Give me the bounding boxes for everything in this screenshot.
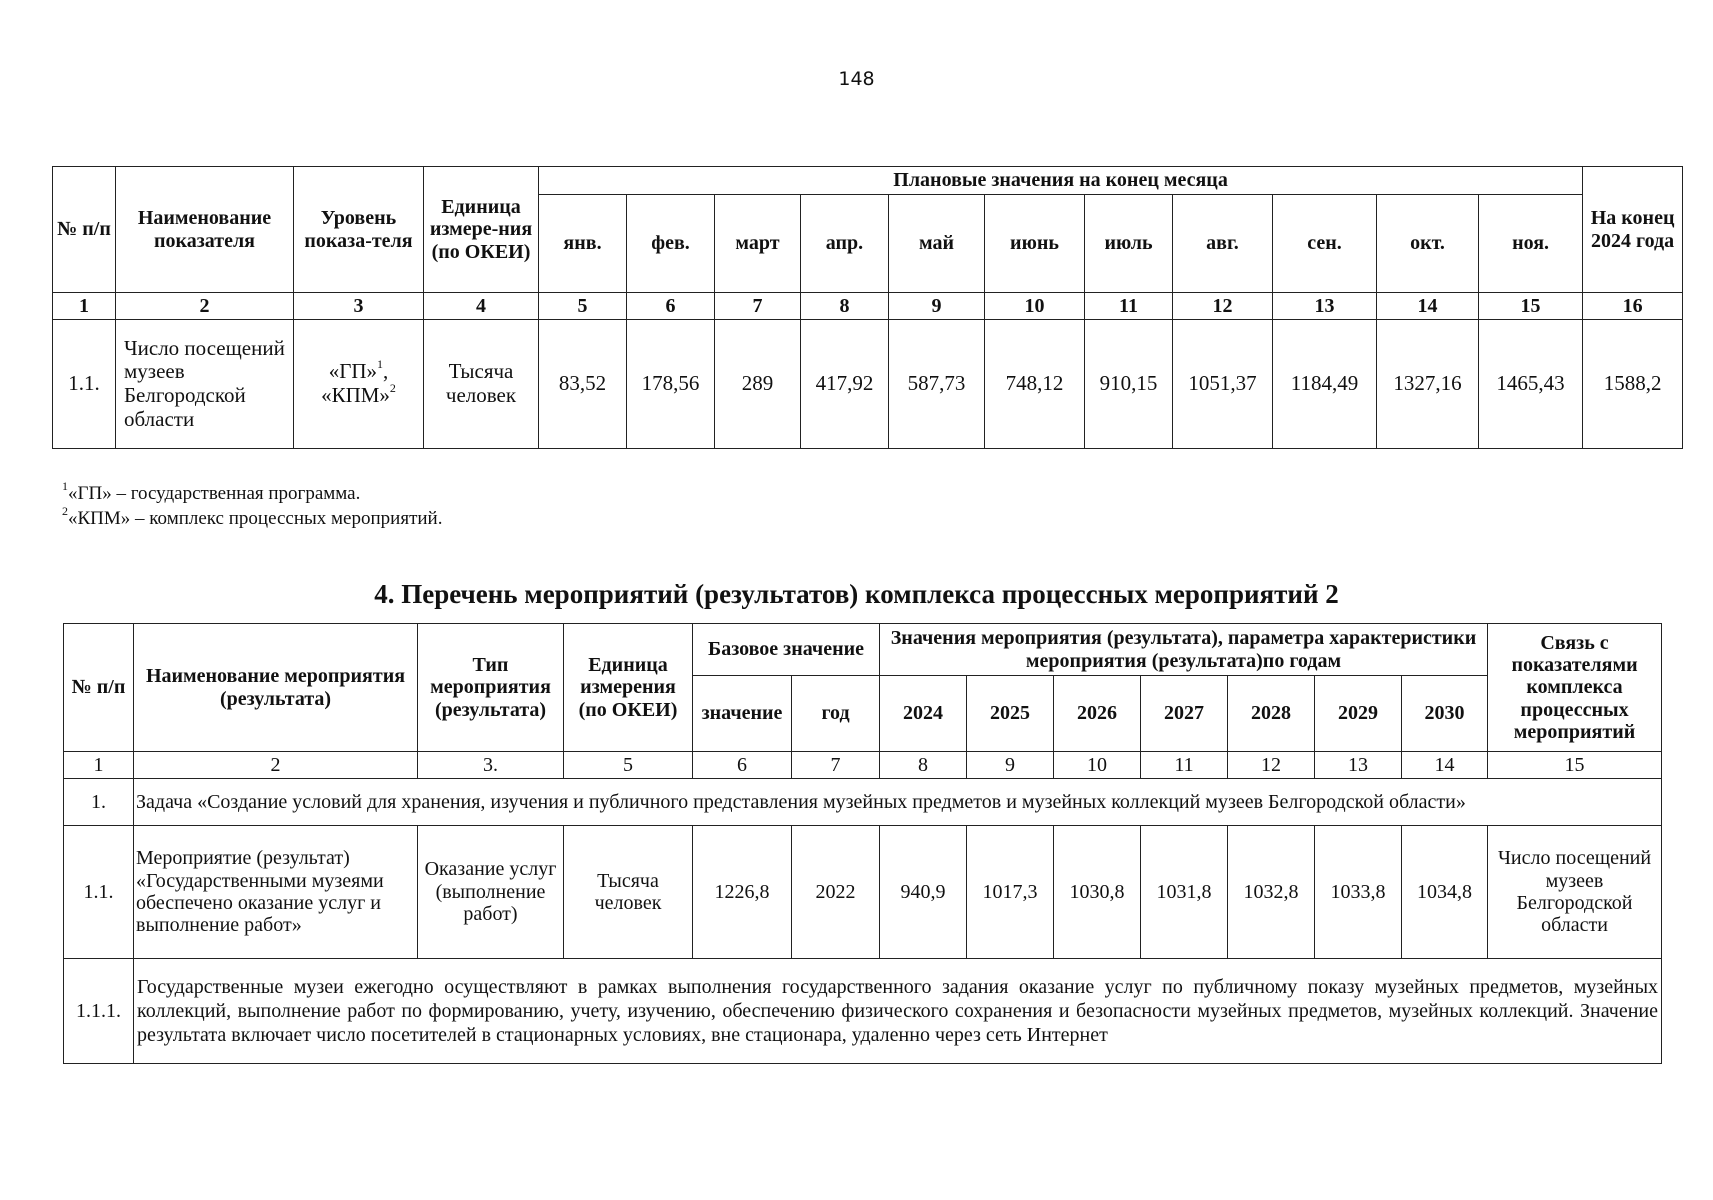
footnote-text: «КПМ» – комплекс процессных мероприятий.	[68, 508, 443, 530]
column-number: 13	[1315, 752, 1402, 779]
column-number: 6	[693, 752, 792, 779]
column-number: 7	[715, 293, 801, 320]
header-month: апр.	[801, 195, 889, 293]
column-number: 4	[424, 293, 539, 320]
column-number: 1	[53, 293, 116, 320]
month-value: 178,56	[627, 320, 715, 449]
column-number: 14	[1402, 752, 1488, 779]
column-number: 3.	[418, 752, 564, 779]
month-value: 587,73	[889, 320, 985, 449]
header-unit: Единица измере-ния (по ОКЕИ)	[424, 167, 539, 293]
event-num: 1.1.	[64, 826, 134, 959]
year-value: 1032,8	[1228, 826, 1315, 959]
footnote-2	[62, 506, 442, 531]
indicator-unit: Тысяча человек	[424, 320, 539, 449]
header-base-value: Базовое значение	[693, 624, 880, 676]
month-value: 289	[715, 320, 801, 449]
event-type: Оказание услуг (выполнение работ)	[418, 826, 564, 959]
events-table	[63, 623, 1662, 1064]
header-level: Уровень показа-теля	[294, 167, 424, 293]
year-value: 1030,8	[1054, 826, 1141, 959]
year-value: 1033,8	[1315, 826, 1402, 959]
month-value: 1051,37	[1173, 320, 1273, 449]
header-month: май	[889, 195, 985, 293]
level-gp: «ГП»	[328, 359, 378, 384]
month-value: 83,52	[539, 320, 627, 449]
table-row	[64, 826, 1662, 959]
page-number: 148	[838, 68, 875, 90]
month-value: 417,92	[801, 320, 889, 449]
column-number: 3	[294, 293, 424, 320]
task-text: Задача «Создание условий для хранения, изучения и публичного представления музейных предметов и музейных коллекций музеев Белгородской области»	[134, 779, 1662, 826]
row-num: 1.1.	[53, 320, 116, 449]
header-num: № п/п	[53, 167, 116, 293]
column-number: 10	[985, 293, 1085, 320]
column-number: 9	[889, 293, 985, 320]
event-base-year: 2022	[792, 826, 880, 959]
header-year: 2027	[1141, 676, 1228, 752]
header-year: 2026	[1054, 676, 1141, 752]
column-number: 6	[627, 293, 715, 320]
table-row	[53, 320, 1683, 449]
footnote-text: «ГП» – государственная программа.	[68, 483, 361, 504]
header-unit: Единица измерения (по ОКЕИ)	[564, 624, 693, 752]
column-number: 2	[116, 293, 294, 320]
column-number: 8	[801, 293, 889, 320]
month-value: 910,15	[1085, 320, 1173, 449]
header-base-value-year: год	[792, 676, 880, 752]
month-value: 1327,16	[1377, 320, 1479, 449]
header-month: июнь	[985, 195, 1085, 293]
level-gp-footnote-mark: 1	[377, 357, 384, 372]
column-number: 12	[1228, 752, 1315, 779]
column-number: 15	[1488, 752, 1662, 779]
column-number: 5	[564, 752, 693, 779]
header-month: июль	[1085, 195, 1173, 293]
header-event-name: Наименование мероприятия (результата)	[134, 624, 418, 752]
end-year-value: 1588,2	[1583, 320, 1683, 449]
event-unit: Тысяча человек	[564, 826, 693, 959]
column-number: 1	[64, 752, 134, 779]
column-number: 12	[1173, 293, 1273, 320]
header-base-value-value: значение	[693, 676, 792, 752]
section-title: 4. Перечень мероприятий (результатов) комплекса процессных мероприятий 2	[374, 579, 1339, 609]
header-year: 2028	[1228, 676, 1315, 752]
year-value: 1017,3	[967, 826, 1054, 959]
column-number: 7	[792, 752, 880, 779]
header-month: ноя.	[1479, 195, 1583, 293]
column-number: 13	[1273, 293, 1377, 320]
column-number: 11	[1085, 293, 1173, 320]
header-month: сен.	[1273, 195, 1377, 293]
header-month: март	[715, 195, 801, 293]
indicator-level: «ГП»$^1$, «КПМ»$^2$	[294, 320, 424, 449]
event-base-value: 1226,8	[693, 826, 792, 959]
header-month: окт.	[1377, 195, 1479, 293]
year-value: 940,9	[880, 826, 967, 959]
description-text: Государственные музеи ежегодно осуществляют в рамках выполнения государственного задания оказание услуг по публичному показу музейных предметов, музейных коллекций, выполнение работ по формированию, учету, изучению, обеспечению физического сохранения и безопасности музейных предметов, музейных коллекций. Значение результата включает число посетителей в стационарных условиях, вне стационара, удаленно через сеть Интернет	[134, 959, 1662, 1064]
description-num: 1.1.1.	[64, 959, 134, 1064]
event-name: Мероприятие (результат) «Государственными музеями обеспечено оказание услуг и выполнение работ»	[134, 826, 418, 959]
column-number: 5	[539, 293, 627, 320]
task-num: 1.	[64, 779, 134, 826]
column-number: 15	[1479, 293, 1583, 320]
header-month: фев.	[627, 195, 715, 293]
header-year: 2025	[967, 676, 1054, 752]
month-value: 1184,49	[1273, 320, 1377, 449]
event-link: Число посещений музеев Белгородской области	[1488, 826, 1662, 959]
header-year: 2029	[1315, 676, 1402, 752]
footnote-1	[62, 481, 442, 506]
header-year: 2030	[1402, 676, 1488, 752]
header-planned-values: Плановые значения на конец месяца	[539, 167, 1583, 195]
footnote-mark: 1	[62, 479, 68, 493]
month-value: 1465,43	[1479, 320, 1583, 449]
column-number: 2	[134, 752, 418, 779]
header-month: янв.	[539, 195, 627, 293]
indicator-name: Число посещений музеев Белгородской области	[116, 320, 294, 449]
column-number: 14	[1377, 293, 1479, 320]
table-row	[64, 779, 1662, 826]
header-num: № п/п	[64, 624, 134, 752]
header-month: авг.	[1173, 195, 1273, 293]
header-indicator-name: Наименование показателя	[116, 167, 294, 293]
header-link: Связь с показателями комплекса процессных мероприятий	[1488, 624, 1662, 752]
footnotes	[62, 481, 442, 531]
level-kpm-footnote-mark: 2	[389, 381, 396, 395]
year-value: 1034,8	[1402, 826, 1488, 959]
column-number: 11	[1141, 752, 1228, 779]
footnote-mark: 2	[62, 504, 68, 519]
indicator-plan-table	[52, 166, 1683, 449]
year-value: 1031,8	[1141, 826, 1228, 959]
column-number: 10	[1054, 752, 1141, 779]
header-end-year: На конец 2024 года	[1583, 167, 1683, 293]
level-kpm: «КПМ»	[321, 383, 390, 407]
column-number: 9	[967, 752, 1054, 779]
header-values-by-year: Значения мероприятия (результата), параметра характеристики мероприятия (результата)по годам	[880, 624, 1488, 676]
header-event-type: Тип мероприятия (результата)	[418, 624, 564, 752]
column-number: 8	[880, 752, 967, 779]
column-number: 16	[1583, 293, 1683, 320]
header-year: 2024	[880, 676, 967, 752]
month-value: 748,12	[985, 320, 1085, 449]
table-row	[64, 959, 1662, 1064]
